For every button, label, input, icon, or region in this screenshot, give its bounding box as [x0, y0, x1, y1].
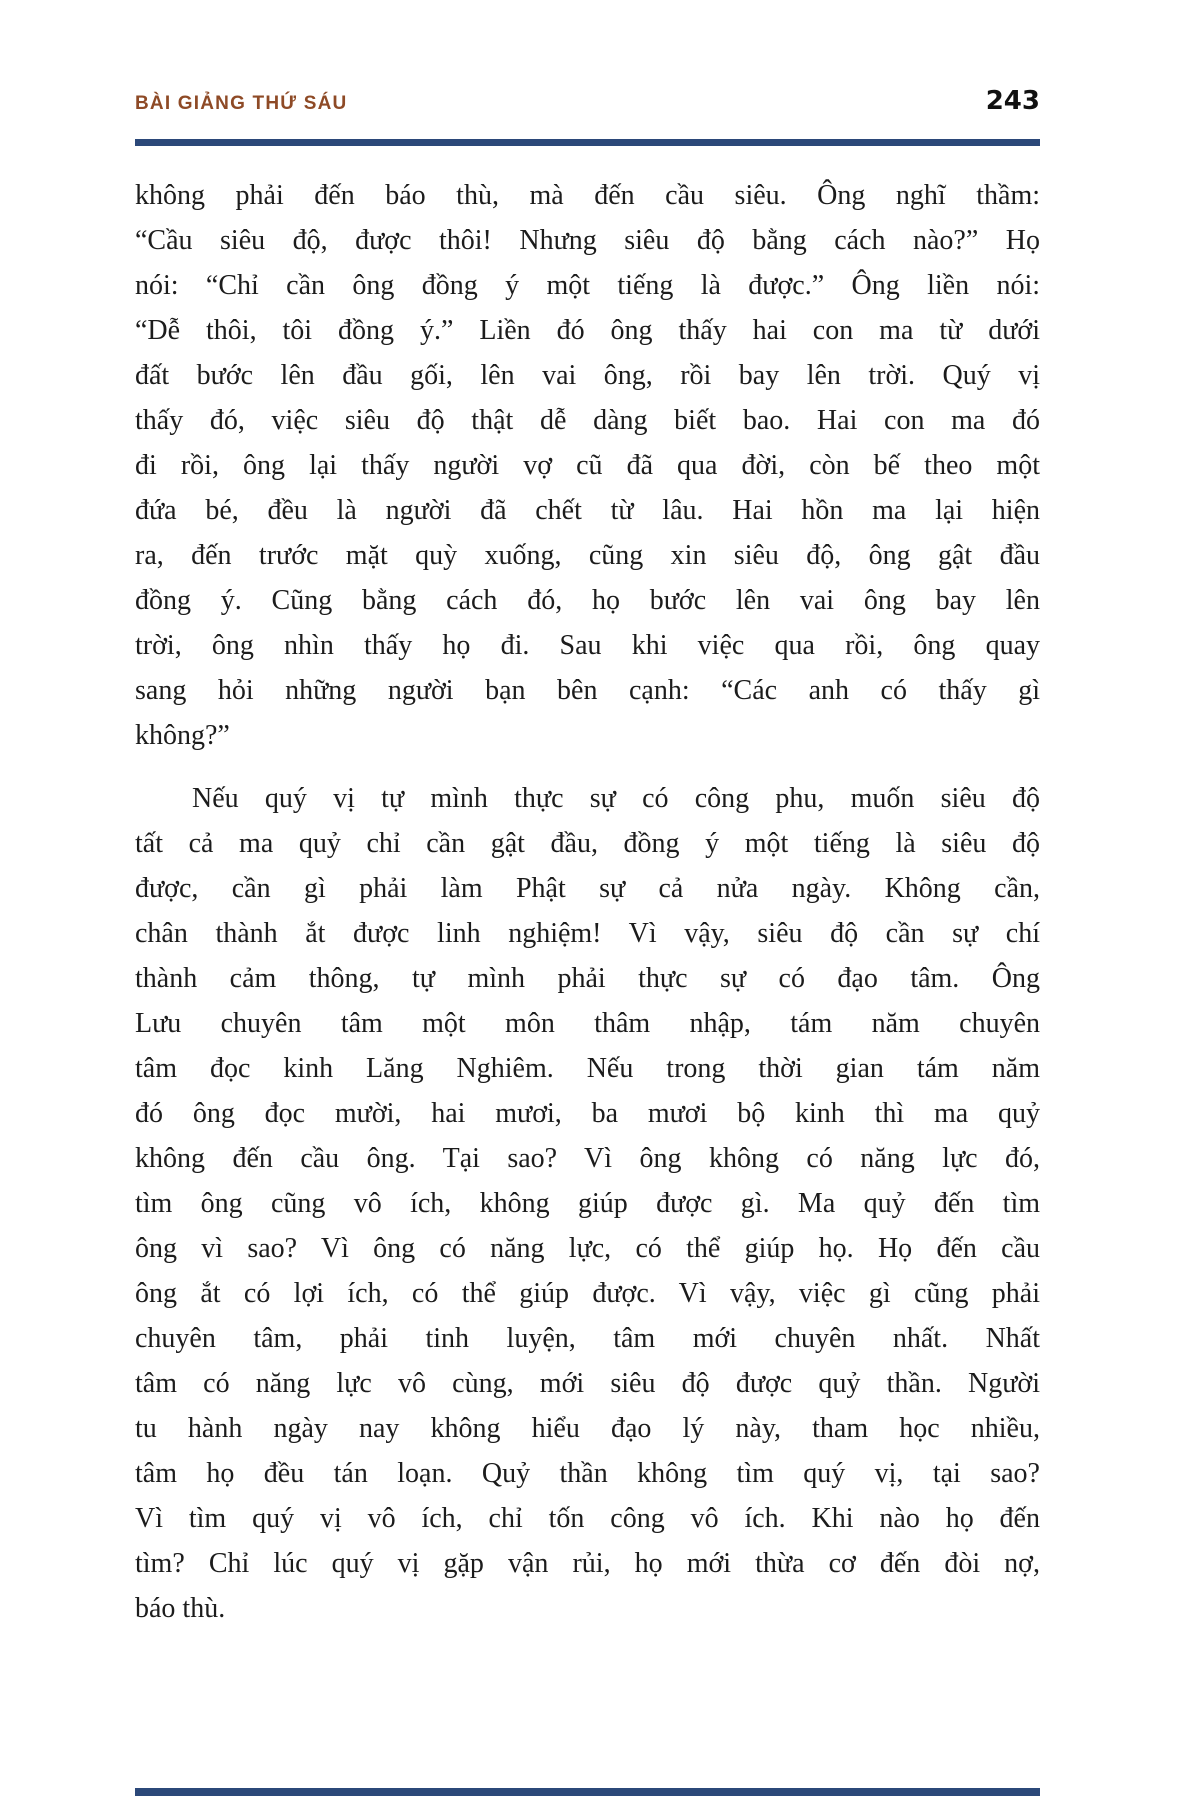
- text-line: đó ông đọc mười, hai mươi, ba mươi bộ kinh thì ma quỷ: [135, 1098, 1040, 1129]
- text-line: “Dễ thôi, tôi đồng ý.” Liền đó ông thấy hai con ma từ dưới: [135, 315, 1040, 346]
- footer-rule: [135, 1788, 1040, 1796]
- text-line: tâm đọc kinh Lăng Nghiêm. Nếu trong thời gian tám năm: [135, 1053, 1040, 1084]
- text-line: không phải đến báo thù, mà đến cầu siêu. Ông nghĩ thầm:: [135, 180, 1040, 211]
- text-line: không đến cầu ông. Tại sao? Vì ông không có năng lực đó,: [135, 1143, 1040, 1174]
- text-line: tìm? Chỉ lúc quý vị gặp vận rủi, họ mới thừa cơ đến đòi nợ,: [135, 1548, 1040, 1579]
- text-line: đồng ý. Cũng bằng cách đó, họ bước lên vai ông bay lên: [135, 585, 1040, 616]
- text-line: đất bước lên đầu gối, lên vai ông, rồi bay lên trời. Quý vị: [135, 360, 1040, 391]
- header-rule: [135, 139, 1040, 146]
- text-line: chân thành ắt được linh nghiệm! Vì vậy, siêu độ cần sự chí: [135, 918, 1040, 949]
- text-line: chuyên tâm, phải tinh luyện, tâm mới chuyên nhất. Nhất: [135, 1323, 1040, 1354]
- text-line: ra, đến trước mặt quỳ xuống, cũng xin siêu độ, ông gật đầu: [135, 540, 1040, 571]
- text-line: không?”: [135, 720, 230, 751]
- page-header: [135, 86, 1040, 116]
- paragraph-2: [135, 776, 1040, 1631]
- page-number: 243: [985, 86, 1040, 116]
- text-line: Lưu chuyên tâm một môn thâm nhập, tám năm chuyên: [135, 1008, 1040, 1039]
- text-line: đứa bé, đều là người đã chết từ lâu. Hai hồn ma lại hiện: [135, 495, 1040, 526]
- text-line: báo thù.: [135, 1593, 226, 1624]
- text-line: tất cả ma quỷ chỉ cần gật đầu, đồng ý một tiếng là siêu độ: [135, 828, 1040, 859]
- text-line: đi rồi, ông lại thấy người vợ cũ đã qua đời, còn bế theo một: [135, 450, 1040, 481]
- paragraph-1: [135, 173, 1040, 758]
- text-line: thành cảm thông, tự mình phải thực sự có đạo tâm. Ông: [135, 963, 1040, 994]
- text-line: tâm có năng lực vô cùng, mới siêu độ được quỷ thần. Người: [135, 1368, 1040, 1399]
- text-line: thấy đó, việc siêu độ thật dễ dàng biết bao. Hai con ma đó: [135, 405, 1040, 436]
- body-text: [135, 173, 1040, 1631]
- text-line: “Cầu siêu độ, được thôi! Nhưng siêu độ bằng cách nào?” Họ: [135, 225, 1040, 256]
- text-line: tu hành ngày nay không hiểu đạo lý này, tham học nhiều,: [135, 1413, 1040, 1444]
- text-line: tìm ông cũng vô ích, không giúp được gì. Ma quỷ đến tìm: [135, 1188, 1040, 1219]
- text-line: sang hỏi những người bạn bên cạnh: “Các anh có thấy gì: [135, 675, 1040, 706]
- text-line: được, cần gì phải làm Phật sự cả nửa ngày. Không cần,: [135, 873, 1040, 904]
- text-line: Nếu quý vị tự mình thực sự có công phu, muốn siêu độ: [192, 783, 1040, 814]
- text-line: nói: “Chỉ cần ông đồng ý một tiếng là được.” Ông liền nói:: [135, 270, 1040, 301]
- running-head-title: BÀI GIẢNG THỨ SÁU: [135, 93, 348, 114]
- text-line: ông vì sao? Vì ông có năng lực, có thể giúp họ. Họ đến cầu: [135, 1233, 1040, 1264]
- text-line: tâm họ đều tán loạn. Quỷ thần không tìm quý vị, tại sao?: [135, 1458, 1040, 1489]
- text-line: ông ắt có lợi ích, có thể giúp được. Vì vậy, việc gì cũng phải: [135, 1278, 1040, 1309]
- text-line: Vì tìm quý vị vô ích, chỉ tốn công vô ích. Khi nào họ đến: [135, 1503, 1040, 1534]
- text-line: trời, ông nhìn thấy họ đi. Sau khi việc qua rồi, ông quay: [135, 630, 1040, 661]
